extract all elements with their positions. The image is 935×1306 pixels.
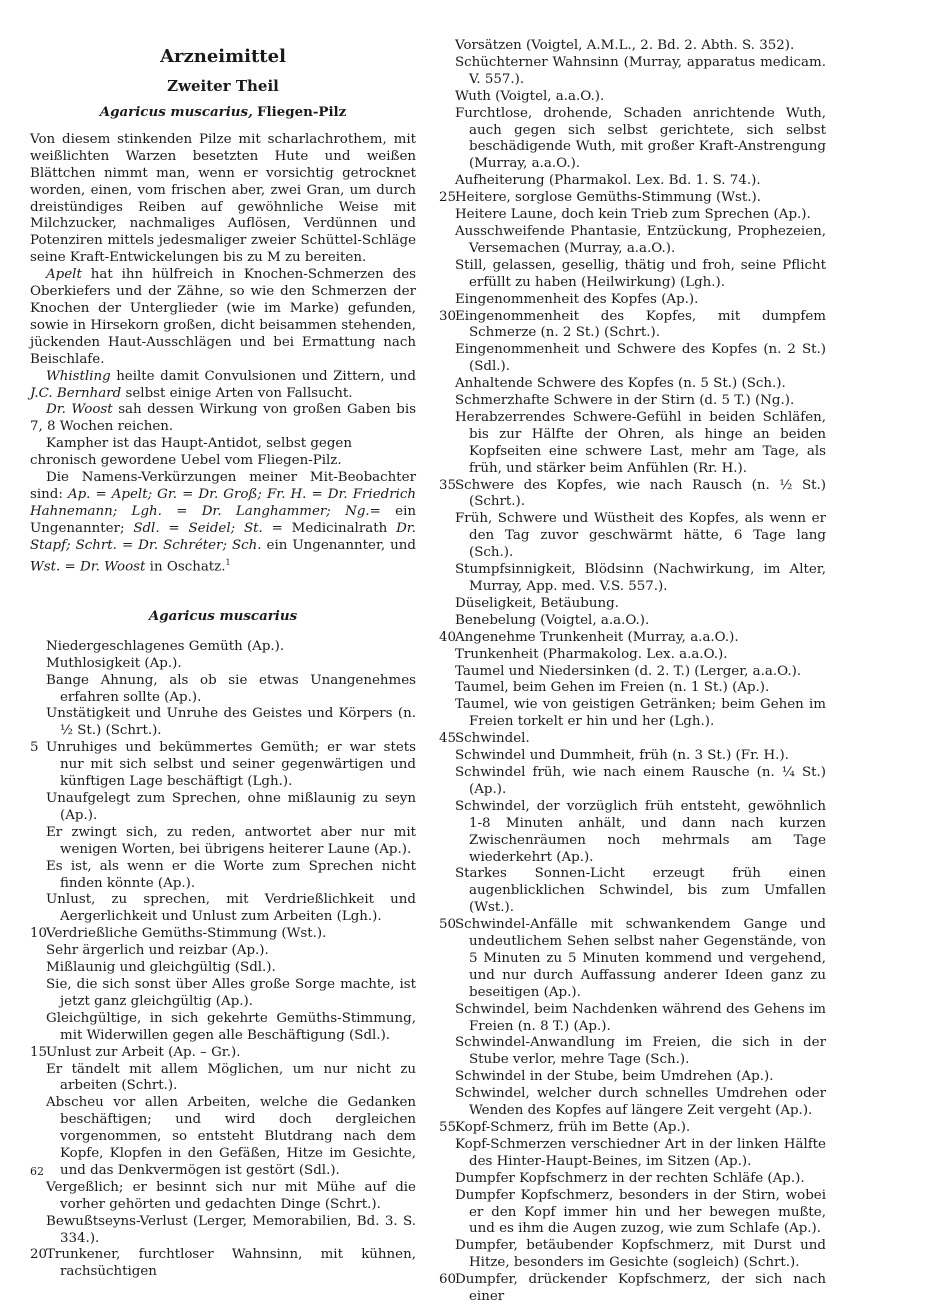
symptom-text: Furchtlose, drohende, Schaden anrichtende Wuth, auch gegen sich selbst gerichtete, sich selbst beschädigende Wuth, mit großer Kraft-Anstrengung (Murray, a.a.O.). (455, 105, 826, 172)
symptom-entry (439, 1188, 826, 1239)
symptom-entry (439, 630, 826, 647)
symptom-text: Dumpfer, betäubender Kopfschmerz, mit Durst und Hitze, besonders im Gesichte (sogleich) (Schrt.). (455, 1238, 826, 1271)
symptom-entry (439, 55, 826, 89)
symptom-entry (439, 1086, 826, 1120)
symptom-entry (439, 106, 826, 174)
symptom-entry (30, 639, 416, 656)
symptom-entry (30, 892, 416, 926)
symptom-entry (439, 393, 826, 410)
page-subtitle: Zweiter Theil (167, 77, 279, 95)
symptom-text: Herabzerrendes Schwere-Gefühl in beiden Schläfen, bis zur Hälfte der Ohren, als hinge an beiden Kopfseiten eine schwere Last, mehr am Tage, als früh, und stärker beim Anfühlen (Rr. H.). (455, 409, 826, 476)
intro-paragraph-5: Kampher ist das Haupt-Antidot, selbst gegen chronisch gewordene Uebel vom Fliegen-Pilz. (30, 436, 352, 469)
symptom-text: Still, gelassen, gesellig, thätig und froh, seine Pflicht erfüllt zu haben (Heilwirkung) (Lgh.). (455, 257, 826, 290)
symptom-text: Gleichgültige, in sich gekehrte Gemüths-Stimmung, mit Widerwillen gegen alle Beschäftigung (Sdl.). (46, 1010, 416, 1043)
symptom-text: Stumpfsinnigkeit, Blödsinn (Nachwirkung, im Alter, Murray, App. med. V.S. 557.). (455, 562, 826, 594)
symptom-text: Aufheiterung (Pharmakol. Lex. Bd. 1. S. 74.). (455, 173, 761, 189)
symptom-text: Muthlosigkeit (Ap.). (46, 655, 182, 671)
symptom-entry (439, 292, 826, 309)
symptom-text: Sie, die sich sonst über Alles große Sorge machte, ist jetzt ganz gleichgültig (Ap.). (46, 976, 416, 1009)
symptom-entry (439, 511, 826, 562)
symptom-text: Taumel, wie von geistigen Getränken; beim Gehen im Freien torkelt er hin und her (Lgh.). (455, 697, 826, 730)
symptom-text: Dumpfer, drückender Kopfschmerz, der sich nach einer (455, 1272, 826, 1305)
symptom-entry (30, 825, 416, 859)
symptom-entry (439, 1002, 826, 1036)
symptom-entry (30, 1062, 416, 1096)
symptom-number: 5 (30, 740, 39, 756)
symptom-entry (439, 596, 826, 613)
symptom-text: Mißlaunig und gleichgültig (Sdl.). (46, 960, 276, 976)
footnote-marker: 1 (225, 557, 231, 567)
intro-paragraph-2: Apelt hat ihn hülfreich in Knochen-Schmerzen des Oberkiefers und der Zähne, so wie den Schmerzen der Knochen der Unterglieder (wie im Marke) gefunden, sowie in Hirsekorn großen, dicht beisammen stehenden, jückenden Haut-Ausschlägen und bei Ermattung nach Beischlafe. (30, 267, 416, 367)
symptom-text: Unlust, zu sprechen, mit Verdrießlichkeit und Aergerlichkeit und Unlust zum Arbeiten (Lgh.). (46, 892, 416, 925)
symptom-text: Eingenommenheit des Kopfes (Ap.). (455, 291, 699, 307)
symptom-text: Er zwingt sich, zu reden, antwortet aber nur mit wenigen Worten, bei übrigens heiterer Laune (Ap.). (46, 824, 416, 857)
remedy-latin-name: Agaricus muscarius, (99, 104, 253, 120)
section-title: Agaricus muscarius (148, 607, 298, 624)
page-number: 62 (30, 1165, 44, 1178)
symptom-entry (439, 410, 826, 478)
symptom-entry (439, 89, 826, 106)
symptom-number: 25 (439, 190, 457, 206)
symptom-entry (439, 1035, 826, 1069)
symptom-number: 20 (30, 1247, 48, 1263)
symptom-text: Unaufgelegt zum Sprechen, ohne mißlaunig zu seyn (Ap.). (46, 791, 416, 823)
symptom-entry (439, 224, 826, 258)
symptom-entry (439, 173, 826, 190)
intro-paragraph-4: Dr. Woost sah dessen Wirkung von großen Gaben bis 7, 8 Wochen reichen. (30, 402, 416, 435)
symptom-text: Trunkenheit (Pharmakolog. Lex. a.a.O.). (455, 646, 728, 662)
symptom-text: Vorsätzen (Voigtel, A.M.L., 2. Bd. 2. Abth. S. 352). (455, 38, 795, 53)
symptom-entry (439, 207, 826, 224)
intro-paragraph-1: Von diesem stinkenden Pilze mit scharlachrothem, mit weißlichten Warzen besetzten Hute und weißen Blättchen nimmt man, wenn er vorsichtig getrocknet worden, einen, vom frischen aber, zwei Gran, um durch dreistündiges Reiben auf gewöhnliche Weise mit Milchzucker, nachmaliges Auflösen, Verdünnen und Potenziren mittels jedesmaliger zweier Schüttel-Schläge seine Kraft-Entwickelungen bis zu M zu bereiten. (30, 131, 416, 266)
symptom-text: Taumel und Niedersinken (d. 2. T.) (Lerger, a.a.O.). (455, 663, 802, 679)
symptom-text: Vergeßlich; er besinnt sich nur mit Mühe auf die vorher gehörten und gedachten Dinge (Schrt.). (46, 1179, 416, 1212)
intro-abbreviations: Die Namens-Verkürzungen meiner Mit-Beobachter sind: Ap. = Apelt; Gr. = Dr. Groß; Fr. H. = Dr. Friedrich Hahnemann; Lgh. = Dr. Langhammer; Ng.= ein Ungenannter; Sdl. = Seidel; St. = Medicinalrath Dr. Stapf; Schrt. = Dr. Schréter; Sch. ein Ungenannter, und Wst. = Dr. Woost in Oschatz.$^1$ (30, 470, 417, 575)
symptom-entry (439, 342, 826, 376)
symptom-entry (30, 1180, 416, 1214)
symptom-number: 60 (439, 1272, 457, 1288)
symptom-text: Schüchterner Wahnsinn (Murray, apparatus medicam. V. 557.). (455, 54, 826, 87)
symptom-text: Schwindel in der Stube, beim Umdrehen (Ap.). (455, 1069, 774, 1085)
symptom-text: Unruhiges und bekümmertes Gemüth; er war stets nur mit sich selbst und seiner gegenwärtigen und künftigen Lage beschäftigt (Lgh.). (46, 740, 416, 790)
symptom-text: Wuth (Voigtel, a.a.O.). (455, 88, 605, 104)
symptom-text: Dumpfer Kopfschmerz in der rechten Schläfe (Ap.). (455, 1170, 805, 1186)
symptom-entry (30, 673, 416, 707)
left-symptom-list (30, 639, 416, 1281)
symptom-entry (439, 258, 826, 292)
symptom-entry (30, 960, 416, 977)
symptom-entry (439, 1171, 826, 1188)
symptom-entry (439, 748, 826, 765)
symptom-number: 35 (439, 477, 457, 493)
symptom-entry (439, 1272, 826, 1306)
remedy-german-name: Fliegen-Pilz (257, 104, 347, 120)
symptom-entry (439, 613, 826, 630)
symptom-text: Schwindel früh, wie nach einem Rausche (n. ¼ St.) (Ap.). (455, 764, 826, 797)
symptom-number: 10 (30, 926, 48, 942)
symptom-entry (439, 917, 826, 1002)
symptom-entry (30, 1214, 416, 1248)
name-whistling: Whistling (46, 368, 111, 384)
symptom-text: Schwindel, der vorzüglich früh entsteht, gewöhnlich 1-8 Minuten anhält, und dann nach kurzen Zwischenräumen noch mehrmals am Tage wiederkehrt (Ap.). (455, 798, 826, 865)
symptom-entry (30, 1045, 416, 1062)
symptom-number: 40 (439, 629, 457, 645)
symptom-text: Bange Ahnung, als ob sie etwas Unangenehmes erfahren sollte (Ap.). (46, 672, 416, 705)
symptom-entry (439, 664, 826, 681)
symptom-text: Sehr ärgerlich und reizbar (Ap.). (46, 943, 269, 959)
symptom-entry (30, 1247, 416, 1281)
name-bernhard: J.C. Bernhard (30, 385, 122, 401)
symptom-entry (30, 791, 416, 825)
name-woost: Dr. Woost (46, 402, 113, 418)
symptom-text: Abscheu vor allen Arbeiten, welche die Gedanken beschäftigen; und wird doch dergleichen vorgenommen, so entsteht Blutdrang nach dem Kopfe, Klopfen in den Gefäßen, Hitze im Gesichte, und das Denkvermögen ist gestört (Sdl.). (46, 1095, 416, 1178)
symptom-text: Er tändelt mit allem Möglichen, um nur nicht zu arbeiten (Schrt.). (46, 1061, 416, 1094)
symptom-entry (30, 943, 416, 960)
symptom-entry (439, 680, 826, 697)
symptom-entry (439, 799, 826, 867)
symptom-text: Früh, Schwere und Wüstheit des Kopfes, als wenn er den Tag zuvor geschwärmt hätte, 6 Tage lang (Sch.). (455, 511, 826, 561)
symptom-text: Kopf-Schmerz, früh im Bette (Ap.). (455, 1120, 691, 1135)
symptom-text: Niedergeschlagenes Gemüth (Ap.). (46, 638, 285, 654)
symptom-text: Heitere, sorglose Gemüths-Stimmung (Wst.). (455, 190, 761, 206)
symptom-text: Schwindel. (455, 731, 530, 747)
symptom-entry (30, 926, 416, 943)
symptom-text: Schwindel-Anfälle mit schwankendem Gange und undeutlichem Sehen selbst naher Gegenstände, von 5 Minuten zu 5 Minuten kommend und vergehend, und nur durch Auffassung anderer Ideen ganz zu beseitigen (Ap.). (455, 917, 826, 1000)
symptom-text: Trunkener, furchtloser Wahnsinn, mit kühnen, rachsüchtigen (46, 1247, 416, 1280)
symptom-text: Taumel, beim Gehen im Freien (n. 1 St.) (Ap.). (455, 680, 770, 696)
symptom-entry (439, 562, 826, 596)
symptom-entry (439, 309, 826, 343)
symptom-number: 30 (439, 308, 457, 324)
symptom-entry (439, 1238, 826, 1272)
page-title: Arzneimittel (160, 46, 286, 67)
symptom-text: Kopf-Schmerzen verschiedner Art in der linken Hälfte des Hinter-Haupt-Beines, im Sitzen (Ap.). (455, 1136, 826, 1169)
symptom-entry (439, 765, 826, 799)
symptom-entry (439, 478, 826, 512)
symptom-text: Schwindel, welcher durch schnelles Umdrehen oder Wenden des Kopfes auf längere Zeit vergeht (Ap.). (455, 1086, 826, 1119)
symptom-text: Angenehme Trunkenheit (Murray, a.a.O.). (455, 629, 739, 645)
symptom-number: 50 (439, 917, 457, 933)
symptom-text: Düseligkeit, Betäubung. (455, 595, 619, 611)
symptom-text: Schwindel und Dummheit, früh (n. 3 St.) (Fr. H.). (455, 748, 789, 764)
name-apelt: Apelt (46, 267, 82, 283)
symptom-text: Unlust zur Arbeit (Ap. – Gr.). (46, 1044, 241, 1060)
symptom-text: Benebelung (Voigtel, a.a.O.). (455, 612, 650, 628)
left-column (30, 38, 416, 1281)
symptom-entry (439, 647, 826, 664)
symptom-text: Ausschweifende Phantasie, Entzückung, Prophezeien, Versemachen (Murray, a.a.O.). (455, 223, 826, 256)
symptom-number: 55 (439, 1120, 457, 1135)
right-symptom-list (439, 38, 826, 1306)
symptom-text: Starkes Sonnen-Licht erzeugt früh einen augenblicklichen Schwindel, bis zum Umfallen (Wst.). (455, 866, 826, 916)
symptom-entry (30, 706, 416, 740)
symptom-text: Eingenommenheit und Schwere des Kopfes (n. 2 St.) (Sdl.). (455, 342, 826, 375)
symptom-entry (439, 1137, 826, 1171)
symptom-entry (30, 656, 416, 673)
symptom-text: Dumpfer Kopfschmerz, besonders in der Stirn, wobei er den Kopf immer hin und her bewegen mußte, und es ihm die Augen zuzog, wie zum Schlafe (Ap.). (455, 1187, 826, 1237)
symptom-entry (30, 1011, 416, 1045)
symptom-entry (439, 38, 826, 55)
symptom-entry (439, 866, 826, 917)
symptom-entry (439, 697, 826, 731)
symptom-entry (30, 977, 416, 1011)
symptom-entry (439, 731, 826, 748)
symptom-text: Bewußtseyns-Verlust (Lerger, Memorabilien, Bd. 3. S. 334.). (46, 1213, 416, 1246)
symptom-text: Anhaltende Schwere des Kopfes (n. 5 St.) (Sch.). (455, 376, 786, 392)
symptom-text: Verdrießliche Gemüths-Stimmung (Wst.). (46, 926, 327, 942)
symptom-text: Es ist, als wenn er die Worte zum Sprechen nicht finden könnte (Ap.). (46, 858, 416, 891)
symptom-entry (30, 740, 416, 791)
symptom-entry (30, 859, 416, 893)
symptom-entry (439, 1120, 826, 1137)
symptom-text: Heitere Laune, doch kein Trieb zum Sprechen (Ap.). (455, 207, 811, 223)
intro-paragraph-3: Whistling heilte damit Convulsionen und Zittern, und J.C. Bernhard selbst einige Arten von Fallsucht. (30, 368, 416, 401)
symptom-text: Schwere des Kopfes, wie nach Rausch (n. ½ St.) (Schrt.). (455, 477, 826, 510)
symptom-text: Unstätigkeit und Unruhe des Geistes und Körpers (n. ½ St.) (Schrt.). (46, 706, 416, 739)
right-column (439, 38, 826, 1306)
symptom-entry (439, 1069, 826, 1086)
symptom-text: Schmerzhafte Schwere in der Stirn (d. 5 T.) (Ng.). (455, 393, 795, 409)
symptom-entry (439, 376, 826, 393)
symptom-text: Eingenommenheit des Kopfes, mit dumpfem Schmerze (n. 2 St.) (Schrt.). (455, 308, 826, 341)
symptom-number: 45 (439, 731, 457, 747)
remedy-heading (30, 104, 416, 122)
symptom-text: Schwindel, beim Nachdenken während des Gehens im Freien (n. 8 T.) (Ap.). (455, 1001, 826, 1034)
symptom-text: Schwindel-Anwandlung im Freien, die sich in der Stube verlor, mehre Tage (Sch.). (455, 1035, 826, 1068)
symptom-entry (439, 190, 826, 207)
symptom-entry (30, 1095, 416, 1180)
symptom-number: 15 (30, 1044, 48, 1060)
